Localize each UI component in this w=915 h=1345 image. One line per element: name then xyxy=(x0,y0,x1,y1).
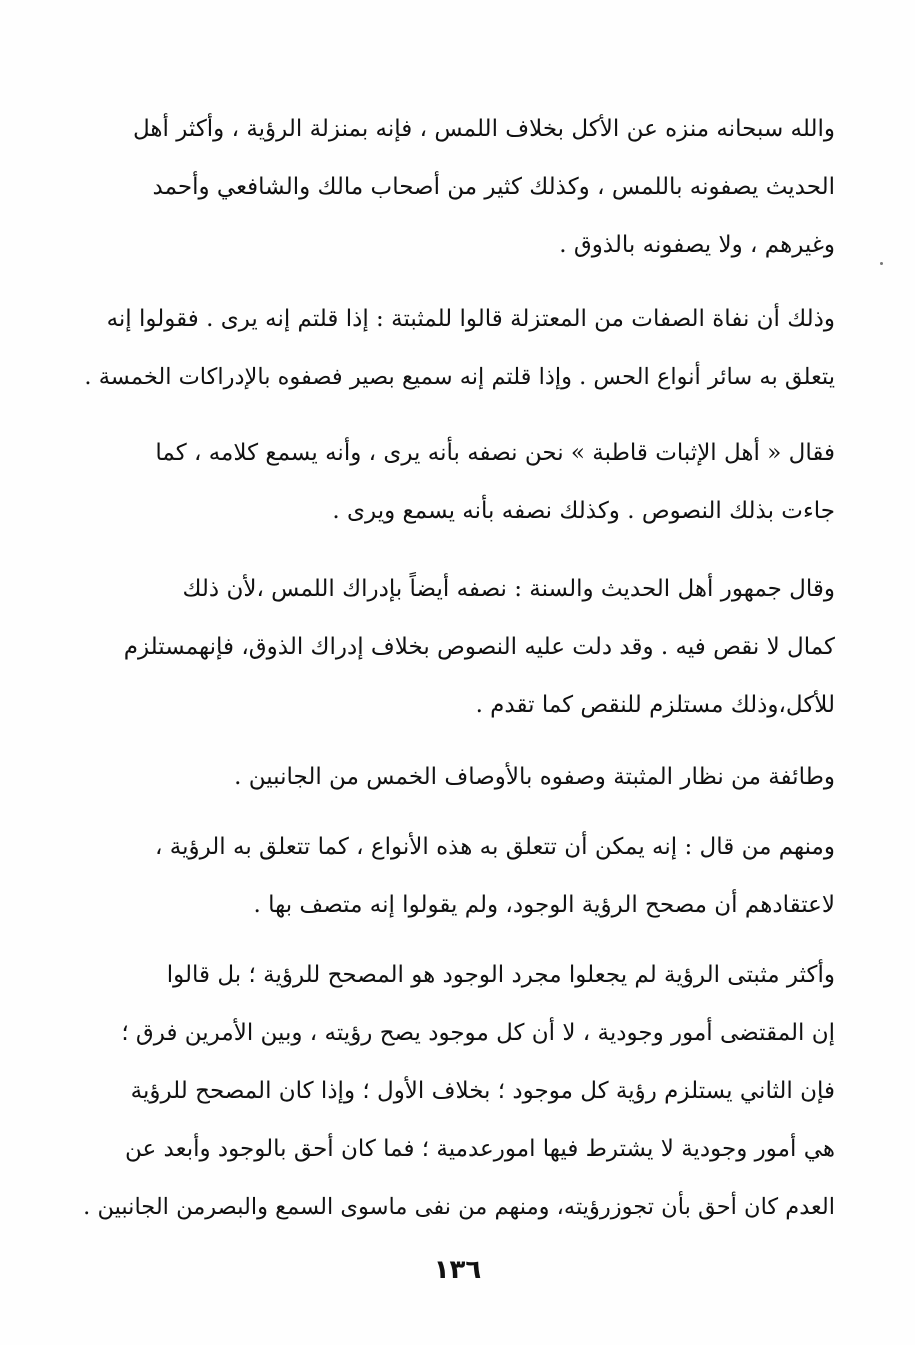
text-line: وغيرهم ، ولا يصفونه بالذوق . xyxy=(559,232,835,258)
text-line: فإن الثاني يستلزم رؤية كل موجود ؛ بخلاف الأول ؛ وإذا كان المصحح للرؤية xyxy=(130,1078,835,1104)
text-line: جاءت بذلك النصوص . وكذلك نصفه بأنه يسمع ويرى . xyxy=(332,498,835,524)
paragraph xyxy=(70,100,835,274)
page-number: ١٣٦ xyxy=(433,1255,482,1285)
text-line: الحديث يصفونه باللمس ، وكذلك كثير من أصحاب مالك والشافعي وأحمد xyxy=(152,174,835,200)
text-line: العدم كان أحق بأن تجوزرؤيته، ومنهم من نفى ماسوى السمع والبصرمن الجانبين . xyxy=(83,1194,835,1220)
text-line: وقال جمهور أهل الحديث والسنة : نصفه أيضاً بإدراك اللمس ،لأن ذلك xyxy=(182,576,835,602)
paragraph xyxy=(70,290,835,406)
text-line: يتعلق به سائر أنواع الحس . وإذا قلتم إنه سميع بصير فصفوه بالإدراكات الخمسة . xyxy=(84,364,835,390)
text-line: وذلك أن نفاة الصفات من المعتزلة قالوا للمثبتة : إذا قلتم إنه يرى . فقولوا إنه xyxy=(106,306,835,332)
paragraph xyxy=(70,818,835,934)
text-line: فقال « أهل الإثبات قاطبة » نحن نصفه بأنه يرى ، وأنه يسمع كلامه ، كما xyxy=(155,440,835,466)
paragraph xyxy=(70,748,835,806)
text-line: لاعتقادهم أن مصحح الرؤية الوجود، ولم يقولوا إنه متصف بها . xyxy=(253,892,835,918)
text-line: والله سبحانه منزه عن الأكل بخلاف اللمس ، فإنه بمنزلة الرؤية ، وأكثر أهل xyxy=(132,116,835,142)
text-line: هي أمور وجودية لا يشترط فيها امورعدمية ؛ فما كان أحق بالوجود وأبعد عن xyxy=(125,1136,835,1162)
text-line: إن المقتضى أمور وجودية ، لا أن كل موجود يصح رؤيته ، وبين الأمرين فرق ؛ xyxy=(121,1020,835,1046)
text-line: للأكل،وذلك مستلزم للنقص كما تقدم . xyxy=(475,692,835,718)
text-line: وطائفة من نظار المثبتة وصفوه بالأوصاف الخمس من الجانبين . xyxy=(234,764,835,790)
margin-dot xyxy=(880,262,883,265)
paragraph xyxy=(70,946,835,1236)
text-line: وأكثر مثبتى الرؤية لم يجعلوا مجرد الوجود هو المصحح للرؤية ؛ بل قالوا xyxy=(166,962,835,988)
text-line: كمال لا نقص فيه . وقد دلت عليه النصوص بخلاف إدراك الذوق، فإنهمستلزم xyxy=(123,634,835,660)
text-line: ومنهم من قال : إنه يمكن أن تتعلق به هذه الأنواع ، كما تتعلق به الرؤية ، xyxy=(155,834,835,860)
paragraph xyxy=(70,560,835,734)
paragraph xyxy=(70,424,835,540)
